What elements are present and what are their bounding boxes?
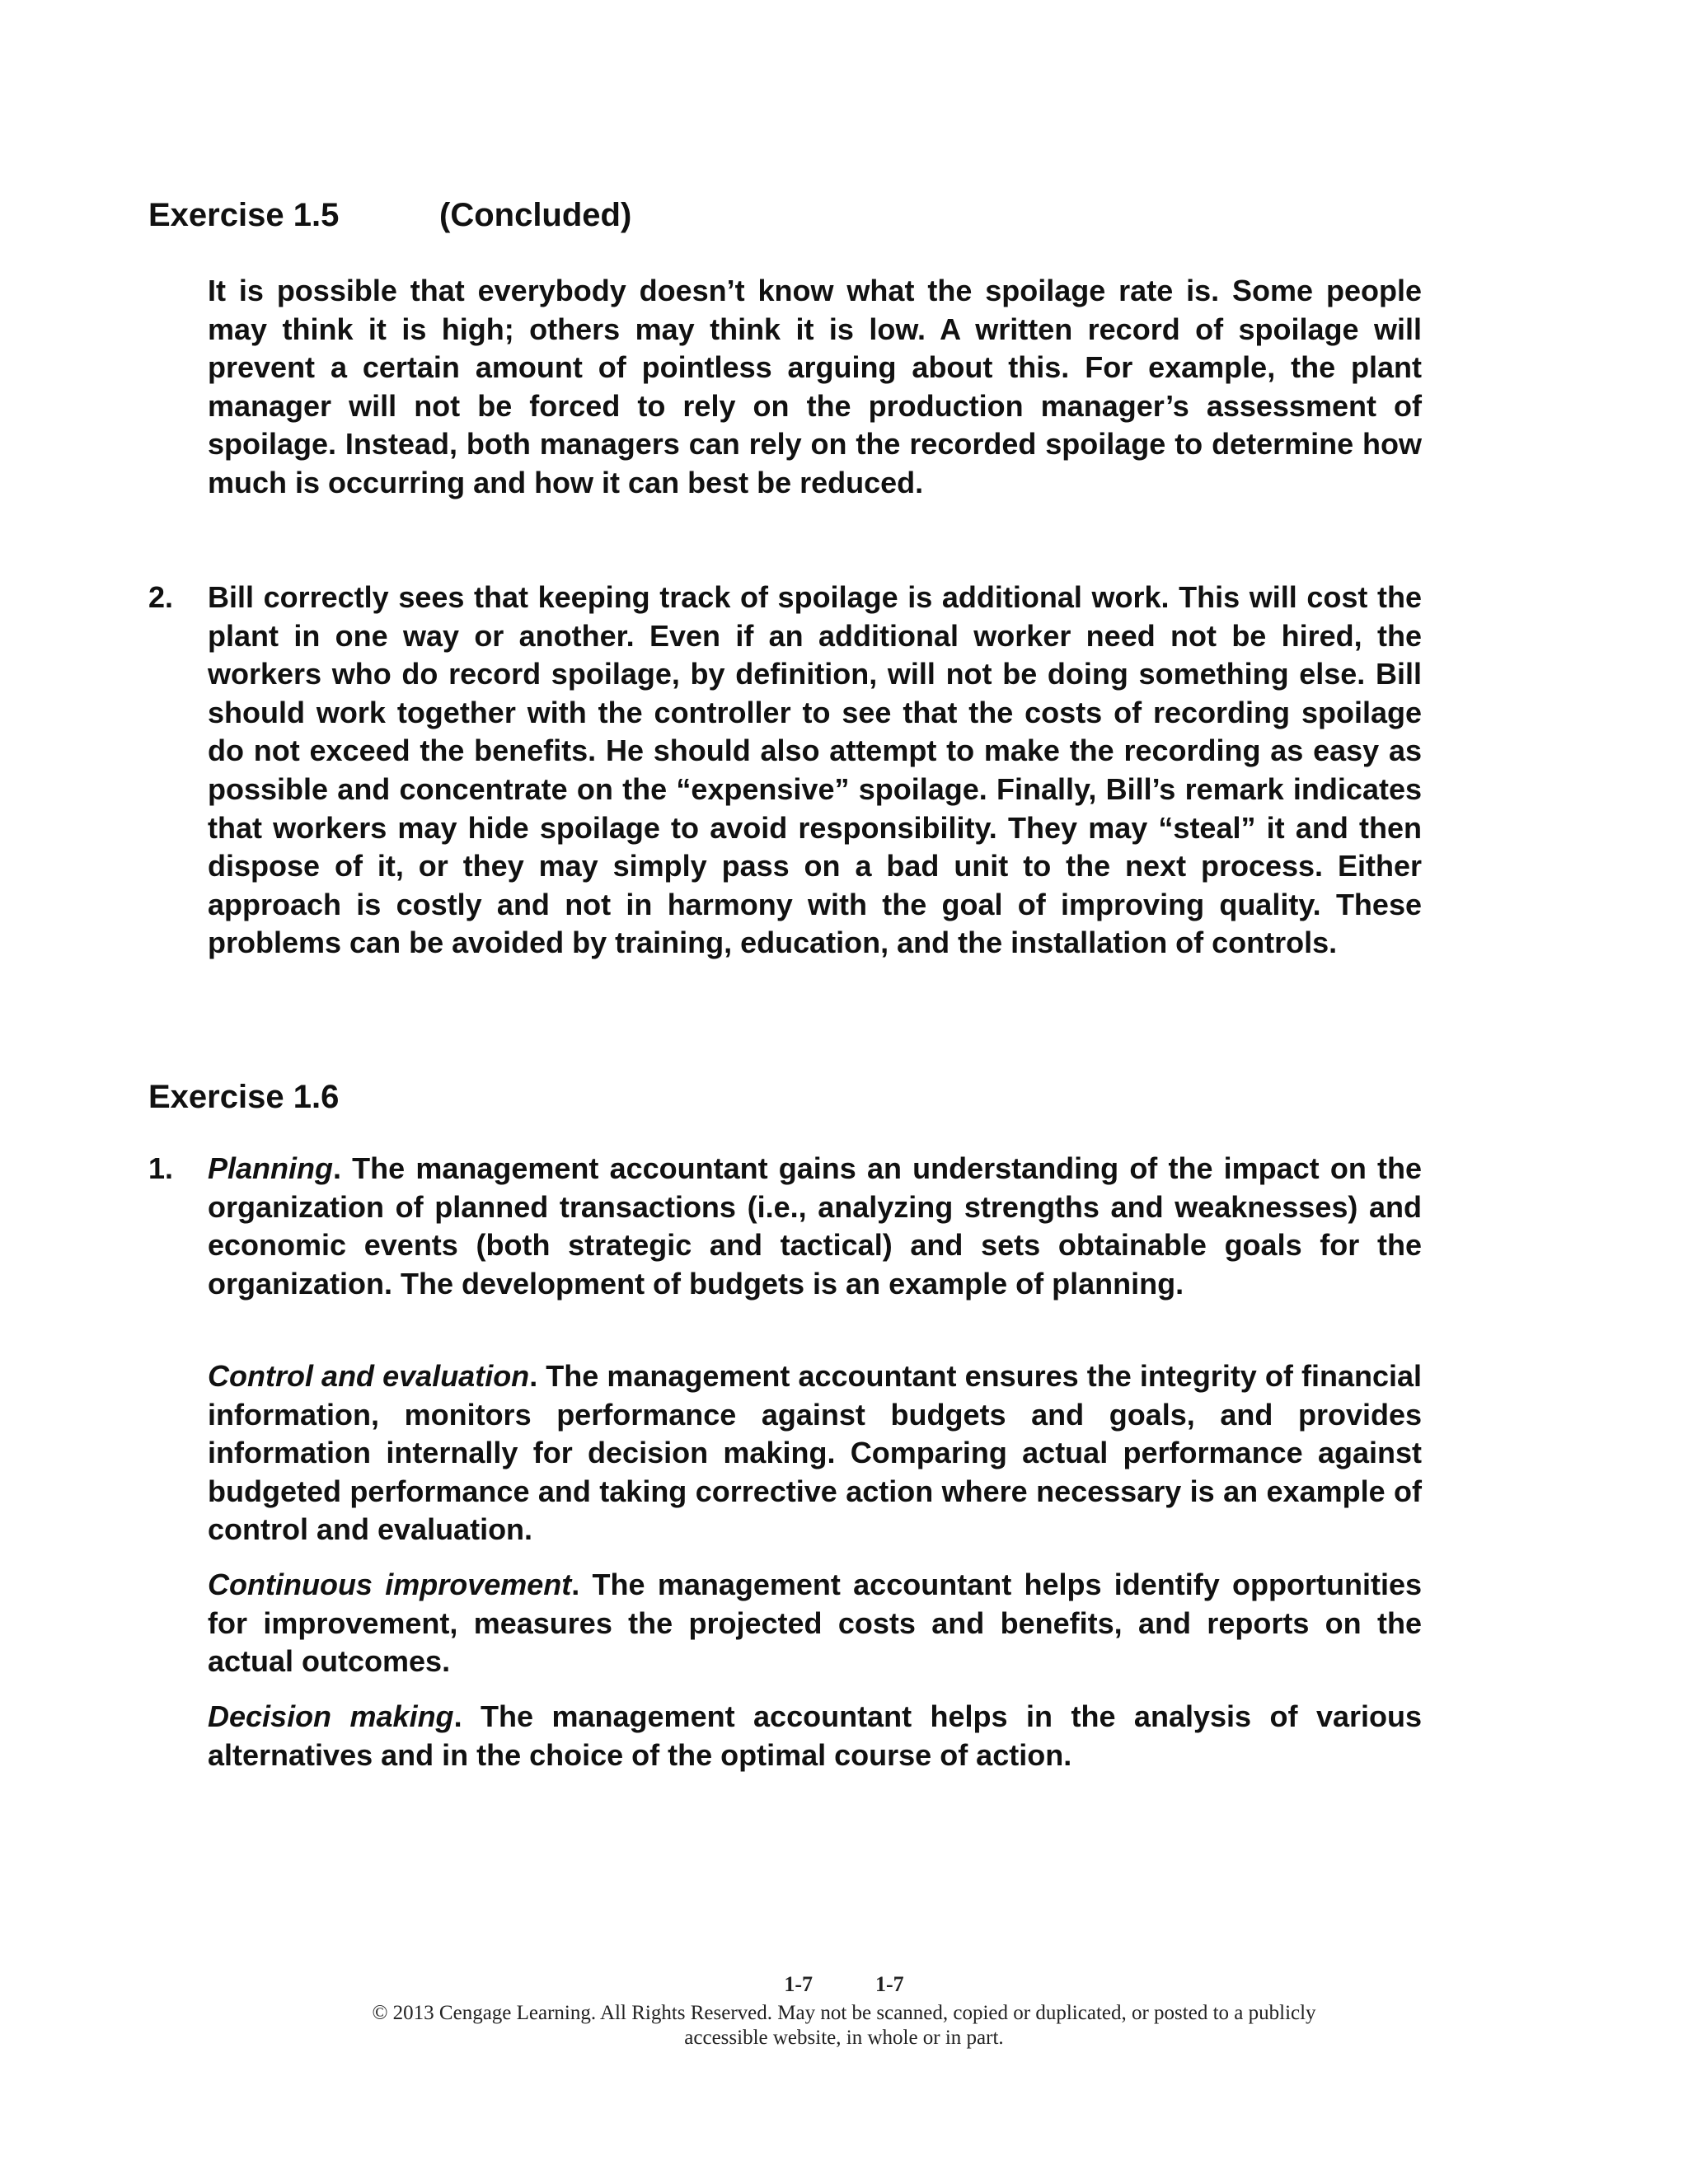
page-number-label-1: 1-7 — [784, 1972, 813, 1996]
exercise-1-5-intro-paragraph: It is possible that everybody doesn’t know what the spoilage rate is. Some people may think it is high; others may think it is low. A written record of spoilage will prevent a certain amount of pointless arguing about this. For example, the plant manager will not be forced to rely on the production manager’s assessment of spoilage. Instead, both managers can rely on the recorded spoilage to determine how much is occurring and how it can best be reduced. — [208, 274, 1422, 499]
term-decision-making: Decision making — [208, 1699, 454, 1733]
exercise-1-5-title: Exercise 1.5 — [148, 197, 340, 233]
paragraph-planning — [208, 1150, 1422, 1303]
text-planning: . The management accountant gains an understanding of the impact on the organization of planned transactions (i.e., analyzing strengths and weaknesses) and economic events (both strategic and tactical) and sets obtainable goals for the organization. The development of budgets is an example of planning. — [208, 1151, 1422, 1301]
item-1-number: 1. — [148, 1151, 174, 1185]
item-2-paragraph: Bill correctly sees that keeping track of spoilage is additional work. This will cost the plant in one way or another. Even if an additional worker need not be hired, the workers who do record spoilage, by definition, will not be doing something else. Bill should work together with the controller to see that the costs of recording spoilage do not exceed the benefits. He should also attempt to make the recording as easy as possible and concentrate on the “expensive” spoilage. Finally, Bill’s remark indicates that workers may hide spoilage to avoid responsibility. They may “steal” it and then dispose of it, or they may simply pass on a bad unit to the next process. Either approach is costly and not in harmony with the goal of improving quality. These problems can be avoided by training, education, and the installation of controls. — [208, 580, 1422, 960]
term-control-and-evaluation: Control and evaluation — [208, 1359, 530, 1393]
copyright-line-2: accessible website, in whole or in part. — [684, 2027, 1004, 2049]
text-control-and-evaluation: . The management accountant ensures the integrity of financial information, monitors performance against budgets and goals, and provides information internally for decision making. Comparing actual performance against budgeted performance and taking corrective action where necessary is an example of control and evaluation. — [208, 1359, 1423, 1547]
exercise-1-6-title: Exercise 1.6 — [148, 1079, 340, 1115]
paragraph-decision-making — [208, 1698, 1422, 1774]
exercise-1-5-status: (Concluded) — [439, 197, 632, 233]
text-continuous-improvement: . The management accountant helps identify opportunities for improvement, measures the projected costs and benefits, and reports on the actual outcomes. — [208, 1568, 1422, 1679]
exercise-1-5-heading — [148, 194, 632, 236]
paragraph-continuous-improvement — [208, 1566, 1422, 1681]
term-continuous-improvement: Continuous improvement — [208, 1568, 572, 1601]
text-decision-making: . The management accountant helps in the analysis of various alternatives and in the choice of the optimal course of action. — [208, 1699, 1423, 1772]
term-planning: Planning — [208, 1151, 333, 1185]
item-2-number: 2. — [148, 580, 174, 614]
page-number-label-2: 1-7 — [875, 1972, 904, 1996]
copyright-line-1: © 2013 Cengage Learning. All Rights Reserved. May not be scanned, copied or duplicated, or posted to a publicly — [372, 2002, 1316, 2024]
paragraph-control-and-evaluation — [208, 1357, 1422, 1549]
page-number — [0, 1972, 1688, 1997]
exercise-1-6-heading — [148, 1076, 339, 1118]
